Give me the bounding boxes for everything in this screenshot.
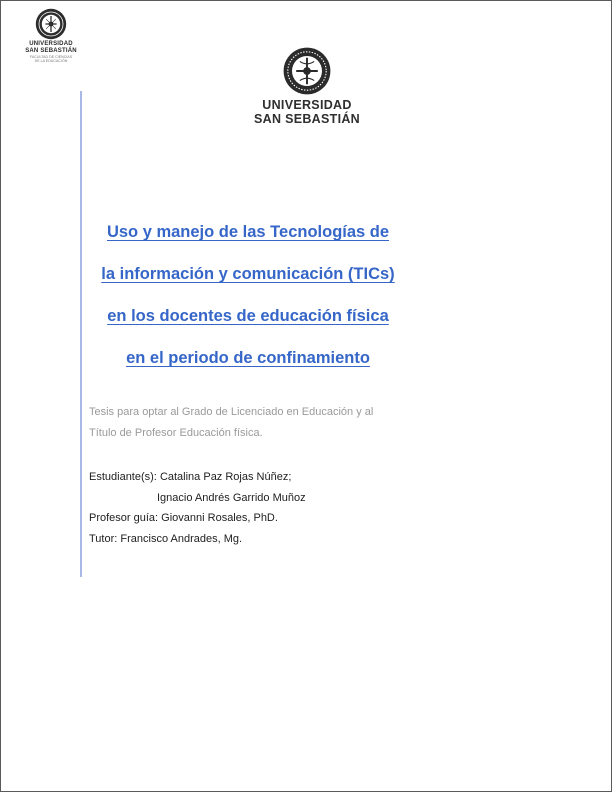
university-seal-icon (35, 8, 67, 40)
corner-university-logo (15, 8, 87, 64)
advisor-label: Profesor guía: (89, 512, 159, 525)
tutor-row (89, 529, 419, 550)
main-university-logo (231, 47, 383, 126)
university-seal-icon (283, 47, 331, 95)
subtitle-line: Título de Profesor Educación física. (89, 427, 263, 439)
thesis-credits (89, 467, 419, 550)
title-line: en los docentes de educación física (107, 307, 389, 325)
subtitle-line: Tesis para optar al Grado de Licenciado en Educación y al (89, 406, 374, 418)
students-row (89, 467, 419, 488)
main-university-name: UNIVERSIDAD SAN SEBASTIÁN (254, 98, 360, 126)
advisor-row (89, 508, 419, 529)
thesis-title (85, 219, 411, 387)
title-line: en el periodo de confinamiento (126, 349, 370, 367)
thesis-subtitle (89, 402, 419, 444)
corner-university-name: UNIVERSIDAD SAN SEBASTIÁN (25, 41, 77, 54)
title-line: Uso y manejo de las Tecnologías de (106, 223, 390, 241)
advisor-name: Giovanni Rosales, PhD. (161, 512, 278, 525)
student-name: Catalina Paz Rojas Núñez; (159, 471, 292, 483)
tutor-label: Tutor: (89, 533, 118, 546)
students-label: Estudiante(s): (89, 471, 157, 483)
tutor-name: Francisco Andrades, Mg. (120, 533, 243, 546)
title-line: la información y comunicación (TICs) (101, 265, 395, 283)
margin-rule (80, 91, 82, 577)
corner-university-tagline: FACULTAD DE CIENCIAS DE LA EDUCACIÓN (29, 55, 73, 64)
students-row-continued (89, 488, 419, 509)
student-name: Ignacio Andrés Garrido Muñoz (157, 491, 306, 504)
